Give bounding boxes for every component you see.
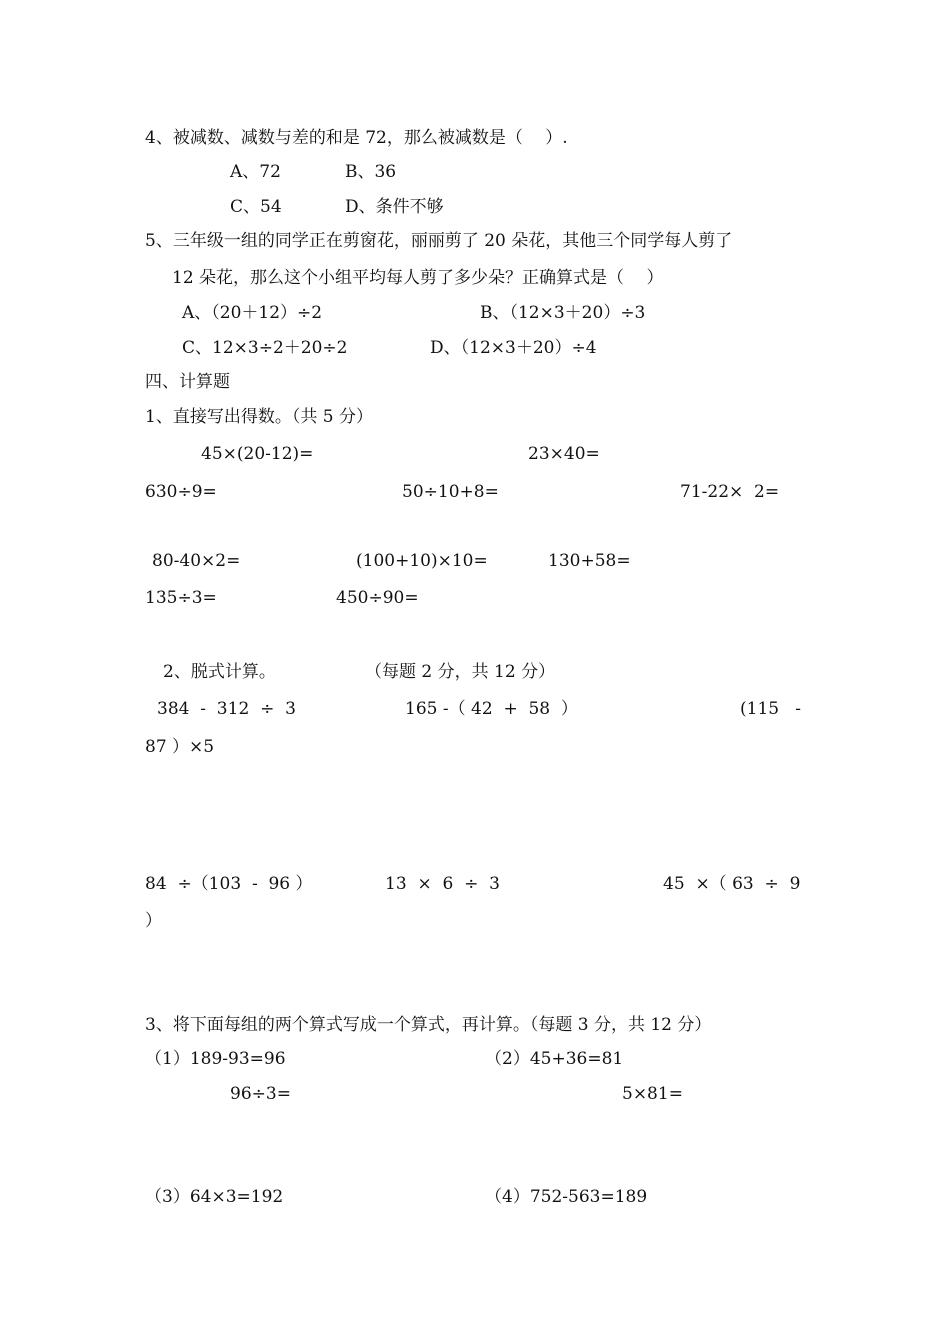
- group-item: （4）752-563=189: [485, 1187, 648, 1207]
- group-item: （1）189-93=96: [145, 1049, 286, 1069]
- calc-item: 135÷3=: [145, 588, 217, 608]
- calc-item: 45×(20-12)=: [201, 444, 314, 464]
- part2-title: 2、脱式计算。: [163, 662, 276, 682]
- q4-option-b: B、36: [345, 162, 397, 182]
- calc-item: (100+10)×10=: [356, 551, 488, 571]
- step-calc-item: 45 ×（ 63 ÷ 9: [663, 874, 801, 894]
- calc-item: 23×40=: [528, 444, 600, 464]
- group-item: （2）45+36=81: [485, 1049, 624, 1069]
- group-item: （3）64×3=192: [145, 1187, 284, 1207]
- q4-stem: 4、被减数、减数与差的和是 72，那么被减数是（ ）.: [145, 128, 568, 148]
- q5-option-b: B、（12×3＋20）÷3: [480, 303, 646, 323]
- calc-item: 71-22× 2=: [680, 482, 780, 502]
- step-calc-item: (115 -: [740, 699, 802, 719]
- part3-title: 3、将下面每组的两个算式写成一个算式，再计算。（每题 3 分，共 12 分）: [145, 1015, 712, 1035]
- q5-option-d: D、（12×3＋20）÷4: [430, 338, 597, 358]
- group-item: 96÷3=: [230, 1084, 291, 1104]
- q4-option-a: A、72: [230, 162, 281, 182]
- step-calc-item: 13 × 6 ÷ 3: [385, 874, 500, 894]
- part1-title: 1、直接写出得数。（共 5 分）: [145, 407, 373, 427]
- step-calc-item: 384 - 312 ÷ 3: [157, 699, 296, 719]
- step-calc-item-cont: 87 ）×5: [145, 737, 215, 757]
- part2-score: （每题 2 分，共 12 分）: [365, 662, 556, 682]
- q5-option-c: C、12×3÷2＋20÷2: [182, 338, 348, 358]
- q5-option-a: A、（20＋12）÷2: [182, 303, 323, 323]
- calc-item: 50÷10+8=: [402, 482, 499, 502]
- calc-item: 450÷90=: [336, 588, 419, 608]
- step-calc-item-cont: ）: [145, 911, 162, 931]
- q5-stem-line2: 12 朵花，那么这个小组平均每人剪了多少朵？正确算式是（ ）: [172, 268, 664, 288]
- calc-item: 80-40×2=: [152, 551, 241, 571]
- calc-item: 130+58=: [548, 551, 631, 571]
- calc-item: 630÷9=: [145, 482, 217, 502]
- q5-stem-line1: 5、三年级一组的同学正在剪窗花，丽丽剪了 20 朵花，其他三个同学每人剪了: [145, 231, 733, 251]
- step-calc-item: 84 ÷（103 - 96 ）: [145, 874, 313, 894]
- section-title: 四、计算题: [145, 372, 230, 392]
- q4-option-d: D、条件不够: [345, 197, 444, 217]
- q4-option-c: C、54: [230, 197, 282, 217]
- step-calc-item: 165 -（ 42 + 58 ）: [405, 699, 578, 719]
- group-item: 5×81=: [622, 1084, 683, 1104]
